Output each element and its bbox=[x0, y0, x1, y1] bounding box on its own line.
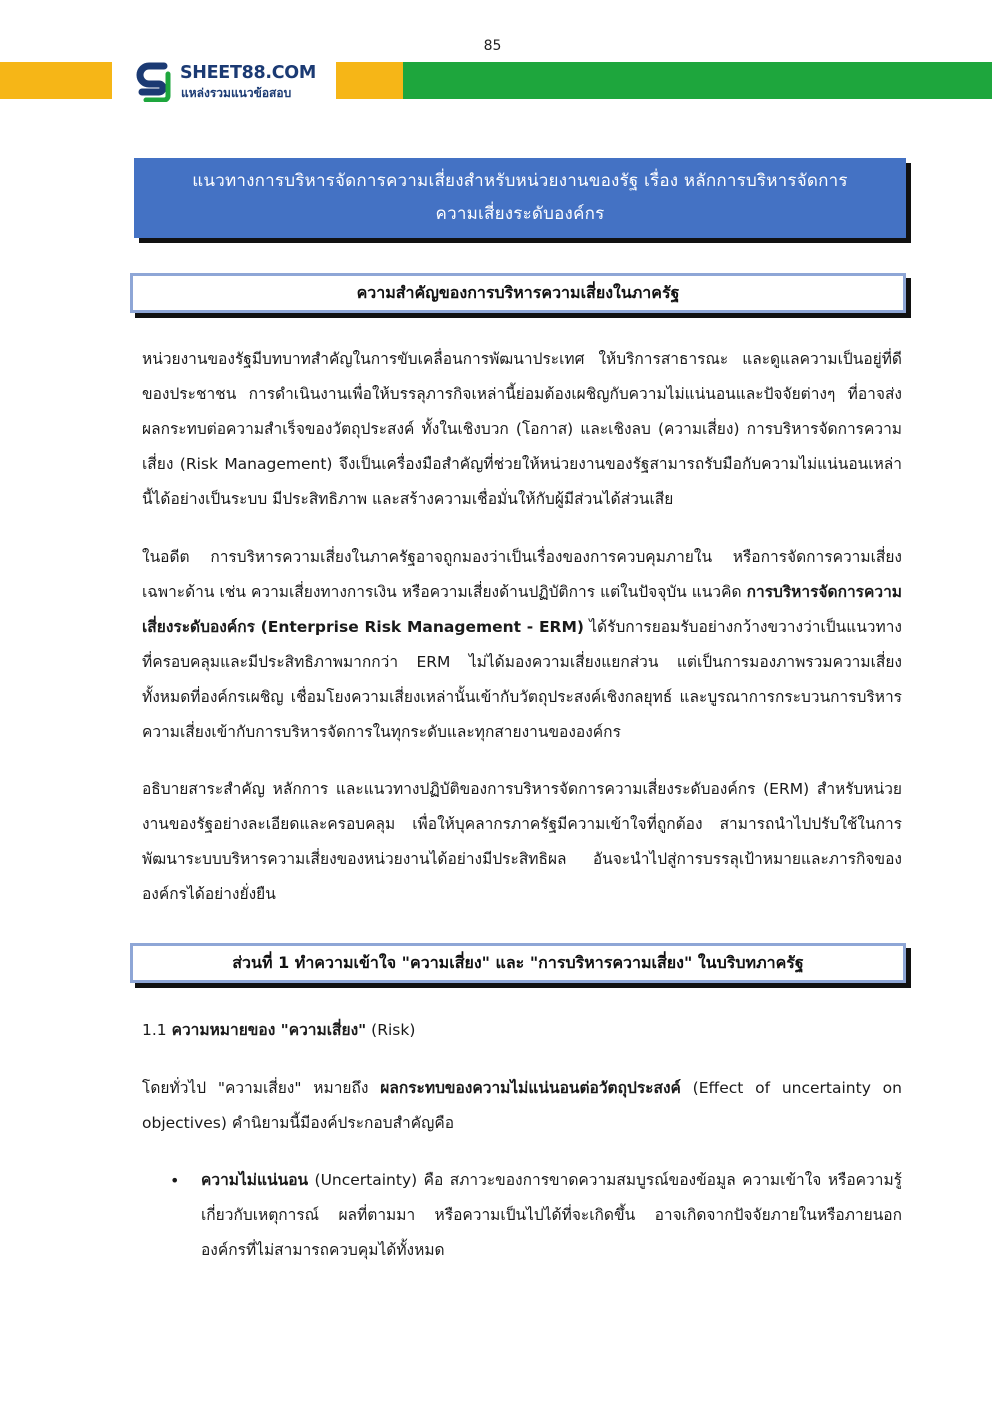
paragraph-4-text-b: (Effect of uncertainty on objectives) คำนิยามนี้มีองค์ประกอบสำคัญคือ bbox=[142, 1079, 902, 1132]
bullet-list bbox=[170, 1163, 902, 1268]
header-bar-yellow-right bbox=[336, 62, 403, 99]
section-heading-text: ส่วนที่ 1 ทำความเข้าใจ "ความเสี่ยง" และ "การบริหารความเสี่ยง" ในบริบทภาครัฐ bbox=[232, 952, 804, 972]
paragraph-4-definition: ผลกระทบของความไม่แน่นอนต่อวัตถุประสงค์ bbox=[380, 1079, 681, 1097]
logo-title: SHEET88.COM bbox=[180, 63, 316, 83]
paragraph-4-text-a: โดยทั่วไป "ความเสี่ยง" หมายถึง bbox=[142, 1079, 381, 1097]
section-heading-text: ความสำคัญของการบริหารความเสี่ยงในภาครัฐ bbox=[356, 282, 680, 302]
subsection-title-bold: ความหมายของ "ความเสี่ยง" bbox=[171, 1021, 367, 1039]
page-number: 85 bbox=[483, 38, 502, 54]
subsection-1-1-heading bbox=[142, 1013, 902, 1048]
header-bar-yellow-left bbox=[0, 62, 112, 99]
paragraph-2-erm-term: การบริหารจัดการความเสี่ยงระดับองค์กร (Enterprise Risk Management - ERM) bbox=[142, 583, 902, 636]
document-title-line-2: ความเสี่ยงระดับองค์กร bbox=[435, 204, 605, 224]
paragraph-4 bbox=[142, 1071, 902, 1141]
bullet-dot-icon: • bbox=[170, 1171, 180, 1190]
paragraph-2-text-a: ในอดีต การบริหารความเสี่ยงในภาครัฐอาจถูกมองว่าเป็นเรื่องของการควบคุมภายใน หรือการจัดการความเสี่ยงเฉพาะด้าน เช่น ความเสี่ยงทางการเงิน หรือความเสี่ยงด้านปฏิบัติการ แต่ในปัจจุบัน แนวคิด bbox=[142, 548, 902, 601]
paragraph-2-text-b: ได้รับการยอมรับอย่างกว้างขวางว่าเป็นแนวทางที่ครอบคลุมและมีประสิทธิภาพมากกว่า ERM ไม่ได้มองความเสี่ยงแยกส่วน แต่เป็นการมองภาพรวมความเสี่ยงทั้งหมดที่องค์กรเผชิญ เชื่อมโยงความเสี่ยงเหล่านั้นเข้ากับวัตถุประสงค์เชิงกลยุทธ์ และบูรณาการกระบวนการบริหารความเสี่ยงเข้ากับการบริหารจัดการในทุกระดับและทุกสายงานขององค์กร bbox=[142, 618, 902, 741]
sheet88-s-logo-icon bbox=[134, 60, 174, 102]
list-item bbox=[170, 1163, 902, 1268]
list-item-text: (Uncertainty) คือ สภาวะของการขาดความสมบูรณ์ของข้อมูล ความเข้าใจ หรือความรู้เกี่ยวกับเหตุการณ์ ผลที่ตามมา หรือความเป็นไปได้ที่จะเกิดขึ้น อาจเกิดจากปัจจัยภายในหรือภายนอกองค์กรที่ไม่สามารถควบคุมได้ทั้งหมด bbox=[201, 1171, 902, 1259]
section-heading-part-1 bbox=[130, 943, 906, 983]
section-heading-importance bbox=[130, 273, 906, 313]
logo-subtitle: แหล่งรวมแนวข้อสอบ bbox=[181, 86, 292, 100]
paragraph-1: หน่วยงานของรัฐมีบทบาทสำคัญในการขับเคลื่อนการพัฒนาประเทศ ให้บริการสาธารณะ และดูแลความเป็นอยู่ที่ดีของประชาชน การดำเนินงานเพื่อให้บรรลุภารกิจเหล่านี้ย่อมต้องเผชิญกับความไม่แน่นอนและปัจจัยต่างๆ ที่อาจส่งผลกระทบต่อความสำเร็จของวัตถุประสงค์ ทั้งในเชิงบวก (โอกาส) และเชิงลบ (ความเสี่ยง) การบริหารจัดการความเสี่ยง (Risk Management) จึงเป็นเครื่องมือสำคัญที่ช่วยให้หน่วยงานของรัฐสามารถรับมือกับความไม่แน่นอนเหล่านี้ได้อย่างเป็นระบบ มีประสิทธิภาพ และสร้างความเชื่อมั่นให้กับผู้มีส่วนได้ส่วนเสีย bbox=[142, 350, 902, 508]
paragraph-3: อธิบายสาระสำคัญ หลักการ และแนวทางปฏิบัติของการบริหารจัดการความเสี่ยงระดับองค์กร (ERM) สำหรับหน่วยงานของรัฐอย่างละเอียดและครอบคลุม เพื่อให้บุคลากรภาครัฐมีความเข้าใจที่ถูกต้อง สามารถนำไปปรับใช้ในการพัฒนาระบบบริหารความเสี่ยงของหน่วยงานได้อย่างมีประสิทธิผล อันจะนำไปสู่การบรรลุเป้าหมายและภารกิจขององค์กรได้อย่างยั่งยืน bbox=[142, 780, 902, 903]
document-title-line-1: แนวทางการบริหารจัดการความเสี่ยงสำหรับหน่วยงานของรัฐ เรื่อง หลักการบริหารจัดการ bbox=[192, 171, 848, 191]
paragraph-2 bbox=[142, 540, 902, 750]
header-bar-green bbox=[403, 62, 992, 99]
list-item-term: ความไม่แน่นอน bbox=[201, 1171, 309, 1189]
document-title bbox=[134, 158, 906, 238]
sheet88-logo bbox=[134, 58, 334, 104]
subsection-title-suffix: (Risk) bbox=[366, 1021, 416, 1039]
subsection-number: 1.1 bbox=[142, 1021, 172, 1039]
